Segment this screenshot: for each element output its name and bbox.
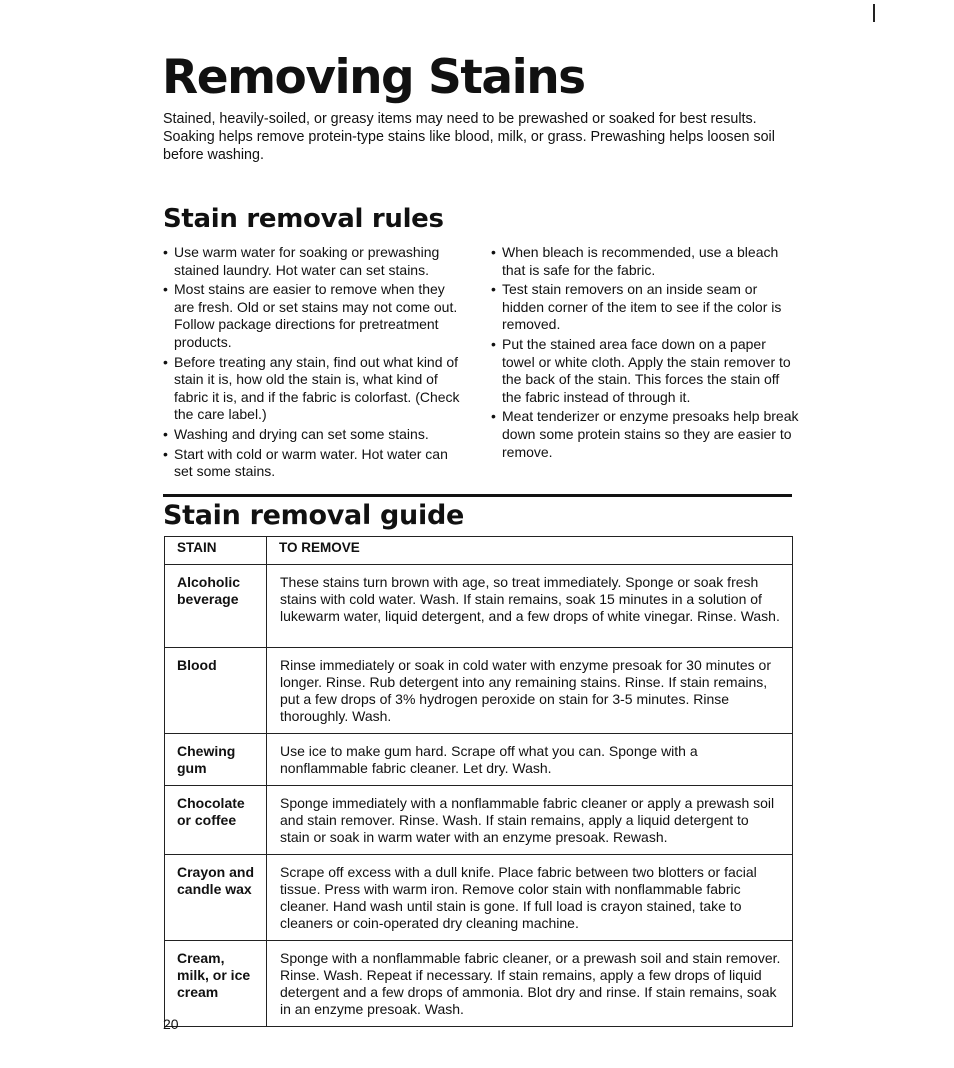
rules-list-left: [163, 244, 468, 483]
bullet-icon: •: [491, 335, 496, 352]
table-row: [165, 941, 793, 1027]
page-number: 20: [163, 1016, 179, 1032]
bullet-icon: •: [491, 281, 496, 298]
rule-item: [491, 281, 801, 334]
column-header-to-remove: TO REMOVE: [267, 537, 793, 565]
page-title: Removing Stains: [162, 50, 585, 105]
rule-item: [163, 354, 468, 424]
removal-instructions: These stains turn brown with age, so treat immediately. Sponge or soak fresh stains with cold water. Wash. If stain remains, soak 15 minutes in a solution of lukewarm water, liquid detergent, and a few drops of white vinegar. Rinse. Wash.: [267, 565, 793, 648]
rule-item: [491, 244, 801, 279]
stain-name: Crayon and candle wax: [165, 855, 267, 941]
stain-removal-guide-heading: Stain removal guide: [163, 500, 464, 531]
rule-text: Put the stained area face down on a paper towel or white cloth. Apply the stain remover to the back of the stain. This forces the stain off the fabric instead of through it.: [502, 335, 791, 405]
rule-item: [163, 426, 468, 444]
rule-item: [491, 408, 801, 461]
table-row: [165, 648, 793, 734]
rule-text: When bleach is recommended, use a bleach that is safe for the fabric.: [502, 244, 779, 278]
removal-instructions: Use ice to make gum hard. Scrape off what you can. Sponge with a nonflammable fabric cleaner. Let dry. Wash.: [267, 734, 793, 786]
rule-text: Test stain removers on an inside seam or hidden corner of the item to see if the color is removed.: [502, 281, 782, 333]
rule-text: Meat tenderizer or enzyme presoaks help break down some protein stains so they are easier to remove.: [502, 408, 799, 460]
bullet-icon: •: [163, 281, 168, 298]
bullet-icon: •: [163, 353, 168, 370]
bullet-icon: •: [491, 408, 496, 425]
rule-item: [491, 336, 801, 406]
bullet-icon: •: [163, 244, 168, 260]
rule-text: Before treating any stain, find out what kind of stain it is, how old the stain is, what kind of fabric it is, and if the fabric is colorfast. (Check the care label.): [174, 353, 460, 423]
rule-text: Most stains are easier to remove when they are fresh. Old or set stains may not come out. Follow package directions for pretreatment products.: [174, 281, 458, 350]
intro-paragraph: Stained, heavily-soiled, or greasy items may need to be prewashed or soaked for best results. Soaking helps remove protein-type stains like blood, milk, or grass. Prewashing helps loosen soil before washing.: [163, 111, 775, 163]
table-row: [165, 565, 793, 648]
table-row: [165, 786, 793, 855]
bullet-icon: •: [491, 244, 496, 260]
rule-text: Start with cold or warm water. Hot water can set some stains.: [174, 445, 448, 480]
stain-name: Chocolate or coffee: [165, 786, 267, 855]
rule-text: Washing and drying can set some stains.: [174, 425, 429, 442]
rule-item: [163, 244, 468, 279]
bullet-icon: •: [163, 445, 168, 462]
rule-item: [163, 281, 468, 351]
bullet-icon: •: [163, 425, 168, 442]
stain-name: Cream, milk, or ice cream: [165, 941, 267, 1027]
stain-removal-table: [164, 536, 793, 1027]
table-header-row: [165, 537, 793, 565]
table-row: [165, 734, 793, 786]
stain-name: Alcoholic beverage: [165, 565, 267, 648]
removal-instructions: Sponge immediately with a nonflammable fabric cleaner or apply a prewash soil and stain remover. Rinse. Wash. If stain remains, apply a liquid detergent to stain or soak in warm water with an enzyme presoak. Rewash.: [267, 786, 793, 855]
removal-instructions: Rinse immediately or soak in cold water with enzyme presoak for 30 minutes or longer. Rinse. Rub detergent into any remaining stains. Rinse. If stain remains, put a few drops of 3% hydrogen peroxide on stain for 3-5 minutes. Rinse thoroughly. Wash.: [267, 648, 793, 734]
column-header-stain: STAIN: [165, 537, 267, 565]
removal-instructions: Scrape off excess with a dull knife. Place fabric between two blotters or facial tissue. Press with warm iron. Remove color stain with nonflammable fabric cleaner. Hand wash until stain is gone. If full load is crayon stained, take to cleaners or coin-operated dry cleaning machine.: [267, 855, 793, 941]
stain-removal-rules-heading: Stain removal rules: [163, 204, 444, 234]
stain-name: Blood: [165, 648, 267, 734]
page-edge-mark: [873, 4, 875, 22]
removal-instructions: Sponge with a nonflammable fabric cleaner, or a prewash soil and stain remover. Rinse. Wash. Repeat if necessary. If stain remains, apply a few drops of liquid detergent and a few drops of ammonia. Blot dry and rinse. If stain remains, soak in an enzyme presoak. Wash.: [267, 941, 793, 1027]
rule-item: [163, 446, 468, 481]
table-row: [165, 855, 793, 941]
rules-list-right: [491, 244, 801, 463]
stain-name: Chewing gum: [165, 734, 267, 786]
rule-text: Use warm water for soaking or prewashing stained laundry. Hot water can set stains.: [174, 244, 440, 278]
section-divider: [163, 494, 792, 497]
